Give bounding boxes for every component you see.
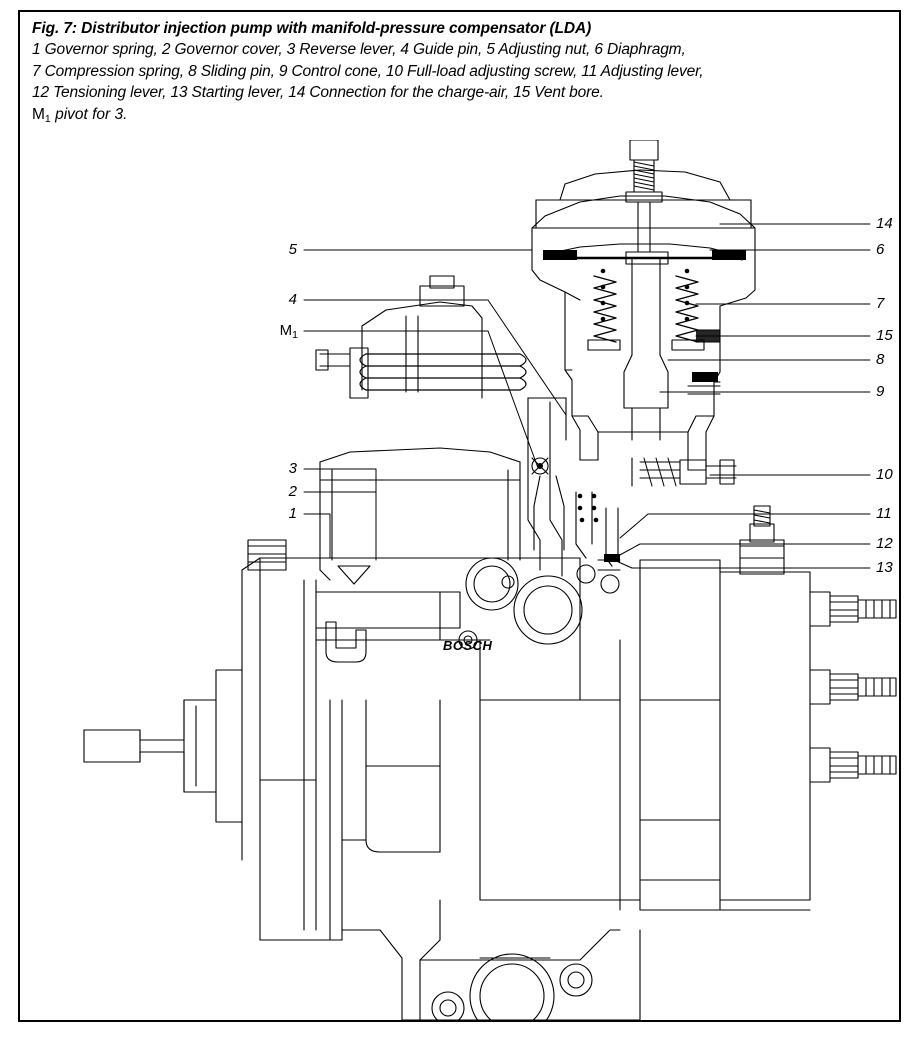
leader-lines bbox=[304, 224, 870, 568]
callout-label-13: 13 bbox=[876, 559, 893, 576]
figure-pivot-note bbox=[32, 104, 888, 128]
figure-frame bbox=[18, 10, 901, 1022]
callout-label-4: 4 bbox=[288, 291, 297, 308]
figure-caption bbox=[32, 18, 888, 127]
full-load-adjusting-screw bbox=[632, 458, 736, 486]
callout-label-5: 5 bbox=[288, 241, 297, 258]
figure-legend-line-2: 7 Compression spring, 8 Sliding pin, 9 Control cone, 10 Full-load adjusting screw, 11 Adjusting lever, bbox=[32, 62, 704, 80]
side-fittings bbox=[810, 592, 896, 782]
callout-label-12: 12 bbox=[876, 535, 893, 552]
callout-label-14: 14 bbox=[876, 215, 893, 232]
callout-label-6: 6 bbox=[876, 241, 885, 258]
callout-label-11: 11 bbox=[876, 505, 892, 522]
callout-label-2: 2 bbox=[288, 483, 297, 500]
pump-cross-section-svg bbox=[20, 140, 899, 1020]
pivot-note-suffix: pivot for 3. bbox=[50, 105, 128, 123]
pivot-note-subscript: 1 bbox=[44, 112, 51, 125]
callout-label-7: 7 bbox=[876, 295, 885, 312]
figure-legend-line-3: 12 Tensioning lever, 13 Starting lever, 14 Connection for the charge-air, 15 Vent bore. bbox=[32, 84, 604, 101]
figure-legend-line-1: 1 Governor spring, 2 Governor cover, 3 Reverse lever, 4 Guide pin, 5 Adjusting nut, 6 Diaphragm, bbox=[32, 41, 686, 58]
callout-label-10: 10 bbox=[876, 466, 893, 483]
callout-label-8: 8 bbox=[876, 351, 885, 368]
pump-body bbox=[84, 506, 896, 1020]
governor-cover bbox=[260, 276, 580, 580]
callout-label-9: 9 bbox=[876, 383, 885, 400]
callout-label-15: 15 bbox=[876, 327, 893, 344]
governor-spring bbox=[360, 354, 526, 390]
callout-label-3: 3 bbox=[288, 460, 297, 477]
bosch-brand-mark: BOSCH bbox=[443, 638, 493, 653]
pivot-note-prefix: M bbox=[32, 105, 45, 123]
technical-drawing bbox=[20, 140, 899, 1020]
callout-label-m1: $M_1$ bbox=[279, 322, 298, 341]
figure-title: Fig. 7: Distributor injection pump with manifold-pressure compensator (LDA) bbox=[32, 20, 592, 37]
callout-label-1: 1 bbox=[288, 505, 297, 522]
